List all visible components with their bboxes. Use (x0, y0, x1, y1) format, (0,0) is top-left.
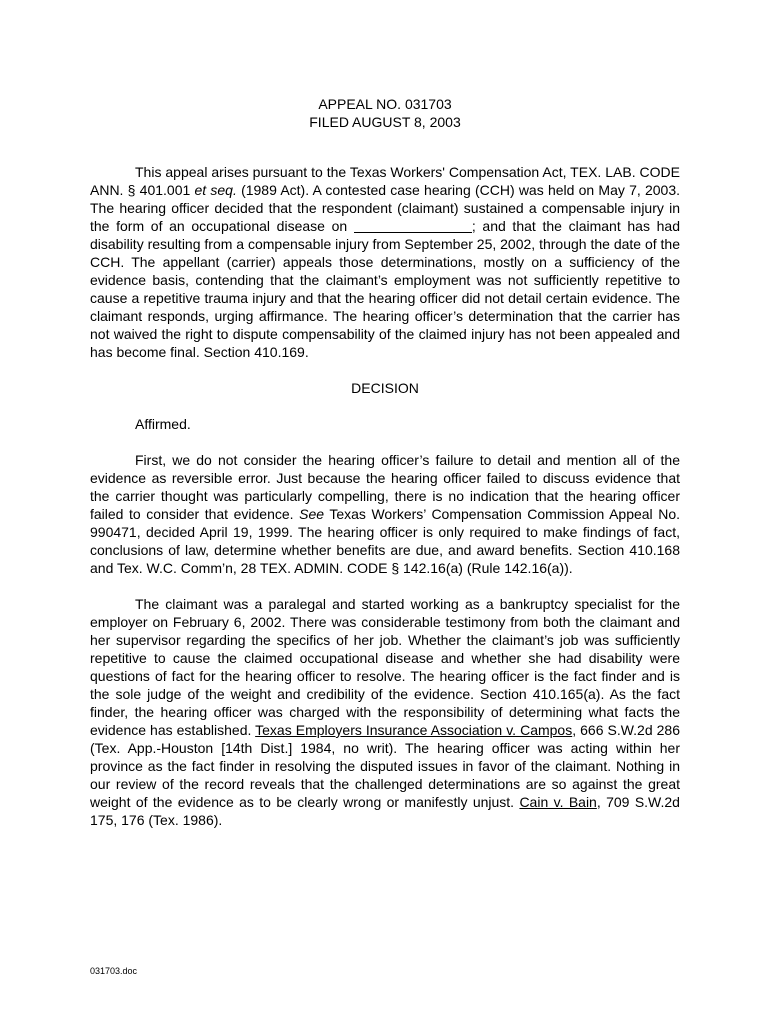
case-citation-campos: Texas Employers Insurance Association v. Campos (255, 722, 573, 738)
p2-see: See (299, 506, 325, 522)
p3-text-1: The claimant was a paralegal and started working as a bankruptcy specialist for the employer on February 6, 2002. There was considerable testimony from both the claimant and her supervisor regarding the specifics of her job. Whether the claimant’s job was sufficiently repetitive to cause the claimed occupational disease and whether she had disability were questions of fact for the hearing officer to resolve. The hearing officer is the fact finder and is the sole judge of the weight and credibility of the evidence. Section 410.165(a). As the fact finder, the hearing officer was charged with the responsibility of determining what facts the evidence has established. (90, 596, 680, 738)
intro-text-1: This appeal arises pursuant to the Texas Workers' Compensation Act, TEX. LAB. CODE ANN. § 401.001 (90, 164, 680, 198)
appeal-number: APPEAL NO. 031703 (318, 96, 452, 112)
decision-heading: DECISION (351, 380, 419, 396)
footer-filename: 031703.doc (90, 966, 138, 976)
intro-et-seq: et seq. (194, 182, 237, 198)
document-body (90, 163, 680, 829)
fact-finder-paragraph (90, 595, 680, 829)
date-blank-line (354, 219, 472, 233)
p2-text-1: First, we do not consider the hearing officer’s failure to detail and mention all of the evidence as reversible error. Just because the hearing officer failed to discuss evidence that the carrier thought was particularly compelling, there is no indication that the hearing officer failed to consider that evidence. (90, 452, 680, 522)
case-citation-cain: Cain v. Bain (519, 794, 597, 810)
intro-text-3: ; and that the claimant has had disability resulting from a compensable injury from September 25, 2002, through the date of the CCH. The appellant (carrier) appeals those determinations, mostly on a sufficiency of the evidence basis, contending that the claimant’s employment was not sufficiently repetitive to cause a repetitive trauma injury and that the hearing officer did not detail certain evidence. The claimant responds, urging affirmance. The hearing officer’s determination that the carrier has not waived the right to dispute compensability of the claimed injury has not been appealed and has become final. Section 410.169. (90, 218, 680, 360)
p2-text-2: Texas Workers’ Compensation Commission Appeal No. 990471, decided April 19, 1999. The hearing officer is only required to make findings of fact, conclusions of law, determine whether benefits are due, and award benefits. Section 410.168 and Tex. W.C. Comm’n, 28 TEX. ADMIN. CODE § 142.16(a) (Rule 142.16(a)). (90, 506, 680, 576)
p3-text-3: , 709 S.W.2d 175, 176 (Tex. 1986). (90, 794, 680, 828)
filed-date: FILED AUGUST 8, 2003 (309, 114, 461, 130)
affirmed-line: Affirmed. (135, 416, 191, 432)
intro-paragraph (90, 163, 680, 361)
document-header (0, 95, 770, 131)
intro-text-2: (1989 Act). A contested case hearing (CCH) was held on May 7, 2003. The hearing officer decided that the respondent (claimant) sustained a compensable injury in the form of an occupational disease on (90, 182, 680, 234)
p3-text-2: , 666 S.W.2d 286 (Tex. App.-Houston [14th Dist.] 1984, no writ). The hearing officer was acting within her province as the fact finder in resolving the disputed issues in favor of the claimant. Nothing in our review of the record reveals that the challenged determinations are so against the great weight of the evidence as to be clearly wrong or manifestly unjust. (90, 722, 681, 810)
reversible-error-paragraph (90, 451, 680, 577)
